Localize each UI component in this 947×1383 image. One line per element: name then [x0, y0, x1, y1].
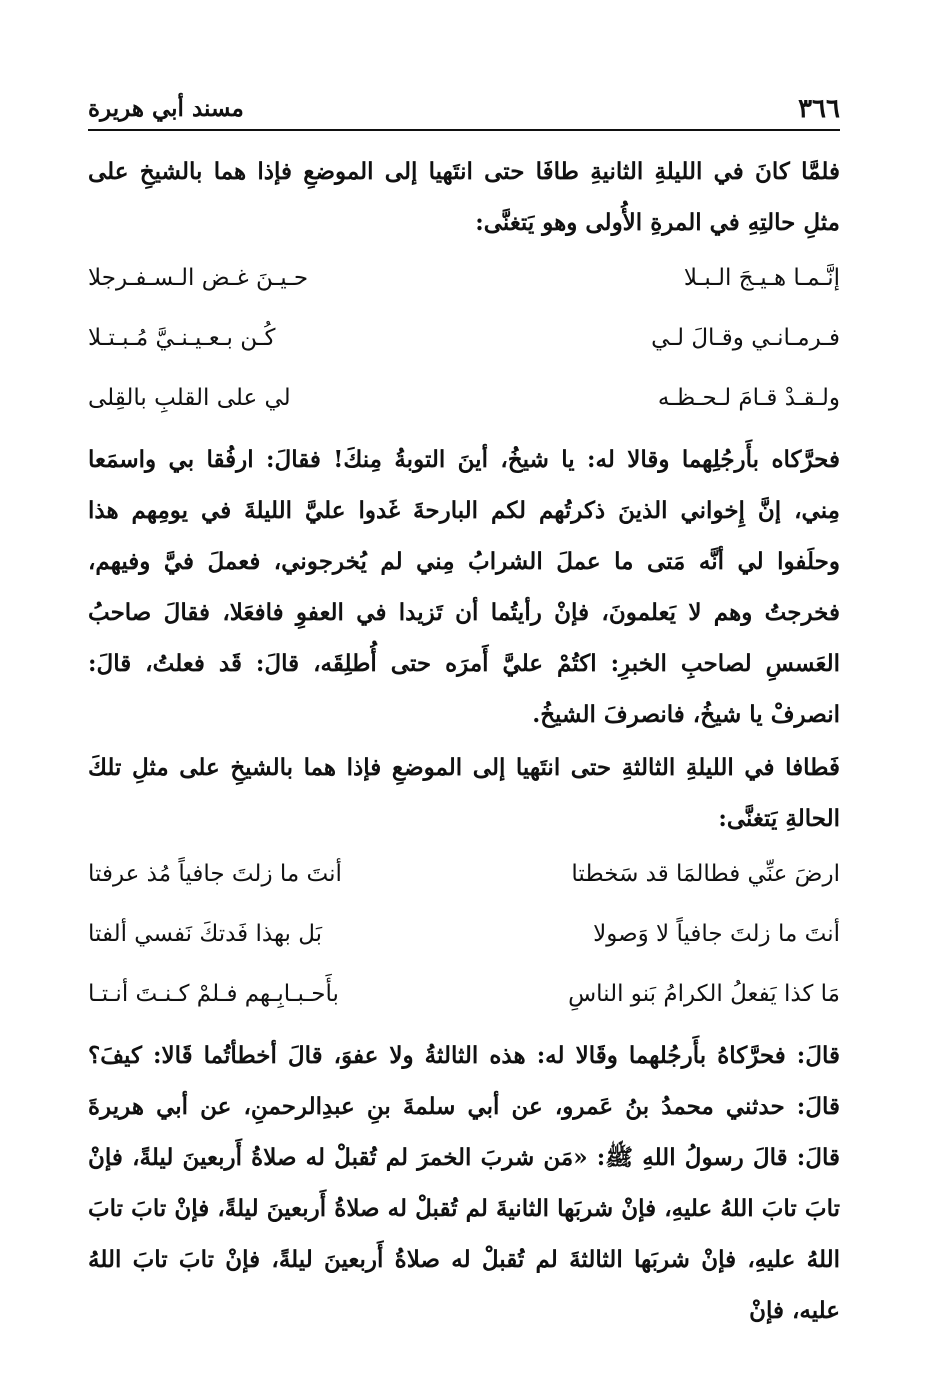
verse-line [88, 974, 840, 1014]
verse-line [88, 318, 840, 358]
paragraph-3: فَطافا في الليلةِ الثالثةِ حتى انتَهيا إلى الموضعِ فإذا هما بالشيخِ على مثلِ تلكَ الحالةِ يَتغنَّى: [88, 754, 840, 832]
verse-line [88, 378, 840, 418]
paragraph-4: قالَ: فحرَّكاهُ بأَرجُلهما وقَالا له: هذه الثالثةُ ولا عفوَ، قالَ أخطأتُما قَالا: كيفَ؟ قالَ: حدثني محمدُ بنُ عَمرو، عن أبي سلمةَ بنِ عبدِالرحمنِ، عن أبي هريرةَ قالَ: قالَ رسولُ اللهِ ﷺ: «مَن شربَ الخمرَ لم تُقبلْ له صلاةُ أَربعينَ ليلةً، فإنْ تابَ تابَ اللهُ عليهِ، فإنْ شربَها الثانيةَ لم تُقبلْ له صلاةُ أَربعينَ ليلةً، فإنْ تابَ تابَ اللهُ عليهِ، فإنْ شربَها الثالثةَ لم تُقبلْ له صلاةُ أَربعينَ ليلةً، فإنْ تابَ تابَ اللهُ عليه، فإنْ [88, 1042, 840, 1324]
verse-line [88, 914, 840, 954]
verse-line [88, 854, 840, 894]
header-rule [88, 129, 840, 131]
verse-first-hemistich: ولـقـدْ قـامَ لـحـظـه [657, 385, 840, 411]
verse-second-hemistich: بَل بهذا فَدتكَ نَفسي ألفتا [88, 921, 323, 947]
verse-first-hemistich: ارضَ عنِّي فطالمَا قد سَخطتا [571, 861, 840, 887]
verse-first-hemistich: مَا كذا يَفعلُ الكرامُ بَنو الناسِ [568, 981, 840, 1007]
verse-first-hemistich: فـرمـانـي وقـالَ لـي [651, 325, 840, 351]
page-header [88, 86, 840, 126]
verse-second-hemistich: لي على القلبِ بالقِلى [88, 385, 291, 411]
verse-second-hemistich: أنتَ ما زلتَ جافياً مُذ عرفتا [88, 861, 342, 887]
verse-second-hemistich: حـيـنَ غـض الـسـفـرجلا [88, 265, 309, 291]
paragraph-2: فحرَّكاه بأَرجُلِهما وقالا له: يا شيخُ، أينَ التوبةُ مِنكَ! فقالَ: ارفُقا بي واسمَعا مِني، إنَّ إِخواني الذينَ ذكرتُهم لكم البارحةَ غَدوا عليَّ الليلةَ في يومِهم هذا وحلَفوا لي أنَّه مَتى ما عملَ الشرابُ مِني لم يُخرجوني، فعملَ فيَّ وفيهم، فخرجتُ وهم لا يَعلمونَ، فإنْ رأيتُما أن تَزيدا في العفوِ فافعَلا، فقالَ صاحبُ العَسسِ لصاحبِ الخبرِ: اكتُمْ عليَّ أَمرَه حتى أُطلِقَه، قالَ: قَد فعلتُ، قالَ: انصرفْ يا شيخُ، فانصرفَ الشيخُ. [88, 446, 840, 728]
verse-second-hemistich: بأَحـبـابِـهم فـلمْ كـنـتَ أنـتـا [88, 981, 339, 1007]
verse-first-hemistich: أنتَ ما زلتَ جافياً لا وَصولا [593, 921, 840, 947]
page-number: ٣٦٦ [798, 94, 840, 124]
verse-line [88, 258, 840, 298]
running-title: مسند أبي هريرة [88, 95, 244, 122]
verse-second-hemistich: كُـن بـعـيـنـيَّ مُـبـتـلا [88, 325, 276, 351]
verse-first-hemistich: إنَّـمـا هـيـجَ الـبـلا [683, 265, 840, 291]
paragraph-1: فلمَّا كانَ في الليلةِ الثانيةِ طافَا حتى انتَهيا إلى الموضعِ فإذا هما بالشيخِ على مثلِ حالتِهِ في المرةِ الأُولى وهو يَتغنَّى: [88, 158, 840, 236]
